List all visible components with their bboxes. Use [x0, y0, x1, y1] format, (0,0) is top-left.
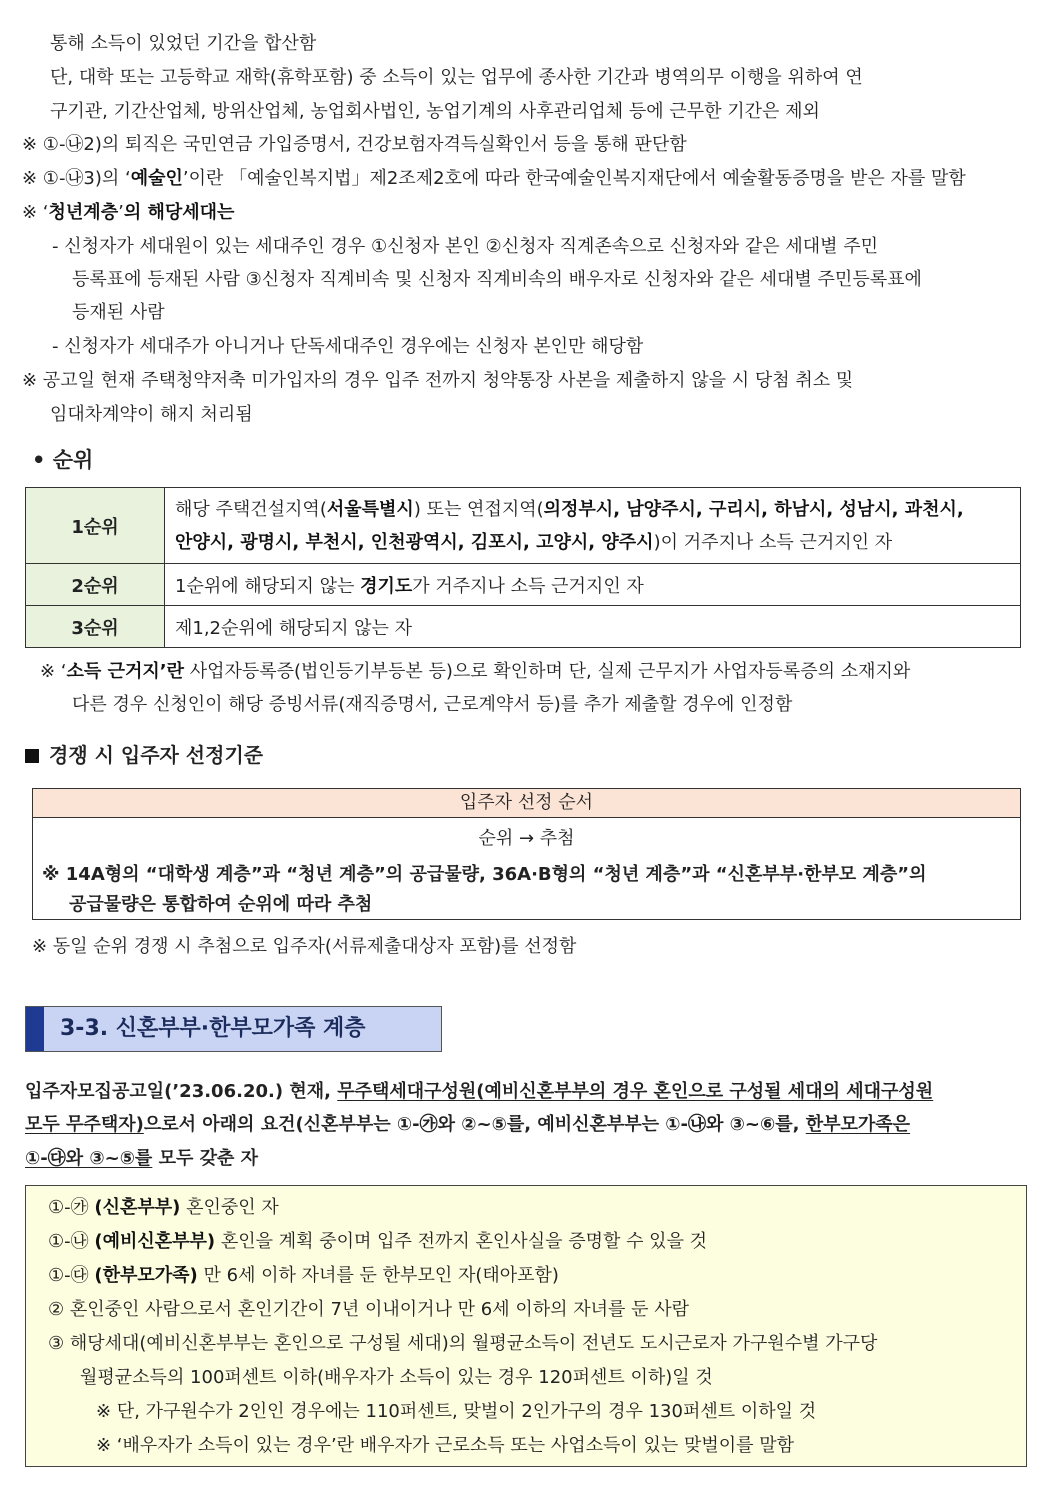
- criteria-bold: (신혼부부): [94, 1197, 181, 1218]
- rank1-text-d: 의정부시, 남양주시, 구리시, 하남시, 성남시, 과천시,: [543, 498, 964, 520]
- rank-label: 3순위: [26, 606, 165, 648]
- income-note-bold: 소득 근거지’란: [66, 661, 184, 682]
- selection-order-box: [32, 788, 1021, 920]
- rank1-text-f: )이 거주지나 소득 근거지인 자: [653, 531, 893, 553]
- note-retirement: ※ ①-㉯2)의 퇴직은 국민연금 가입증명서, 건강보험자격득실확인서 등을 통해 판단함: [22, 134, 687, 155]
- rank-description: [165, 488, 1021, 564]
- eligibility-line-2: [25, 1113, 910, 1137]
- criteria-income-note-1: ※ 단, 가구원수가 2인인 경우에는 110퍼센트, 맞벌이 2인가구의 경우 130퍼센트 이하일 것: [96, 1401, 817, 1422]
- note-artist-post: ’이란 「예술인복지법」제2조제2호에 따라 한국예술인복지재단에서 예술활동증명을 받은 자를 말함: [182, 168, 966, 189]
- eligibility-l2-a: 모두 무주택자): [25, 1114, 144, 1135]
- rank1-text-c: ) 또는 연접지역(: [413, 498, 544, 520]
- table-row: [26, 606, 1021, 648]
- criteria-single-parent: [48, 1264, 559, 1288]
- criteria-text: 해당세대(예비신혼부부는 혼인으로 구성될 세대)의 월평균소득이 전년도 도시근로자 가구원수별 가구당: [64, 1333, 878, 1354]
- criteria-num: ①-㉮: [48, 1197, 89, 1218]
- merge-note-line-1: ※ 14A형의 “대학생 계층”과 “청년 계층”의 공급물량, 36A·B형의 “청년 계층”과 “신혼부부·한부모 계층”의: [42, 864, 927, 885]
- merge-note-line-2: 공급물량은 통합하여 순위에 따라 추첨: [69, 894, 373, 915]
- youth-detail-1-line-2: 등록표에 등재된 사람 ③신청자 직계비속 및 신청자 직계비속의 배우자로 신청자와 같은 세대별 주민등록표에: [72, 269, 922, 290]
- criteria-bold: (예비신혼부부): [94, 1231, 216, 1252]
- competition-heading: [25, 743, 263, 767]
- rank-label: 2순위: [26, 564, 165, 606]
- ranking-heading: • 순위: [32, 448, 94, 472]
- selection-order-value: 순위 → 추첨: [478, 828, 575, 849]
- youth-detail-2: - 신청자가 세대주가 아니거나 단독세대주인 경우에는 신청자 본인만 해당함: [52, 336, 644, 357]
- table-row: [26, 564, 1021, 606]
- criteria-num: ①-㉰: [48, 1265, 89, 1286]
- eligibility-l3-b: 모두 갖춘 자: [152, 1148, 259, 1169]
- eligibility-line-1: [25, 1080, 933, 1104]
- note-youth-pre: ※ ‘: [22, 202, 49, 223]
- note-artist-bold: 예술인: [130, 168, 183, 189]
- note-artist-pre: ※ ①-㉯3)의 ‘: [22, 168, 131, 189]
- criteria-num: ①-㉯: [48, 1231, 89, 1252]
- criteria-text: 혼인중인 사람으로서 혼인기간이 7년 이내이거나 만 6세 이하의 자녀를 둔 사람: [64, 1299, 690, 1320]
- intro-line-2: [50, 66, 1028, 90]
- eligibility-l2-c: 한부모가족은: [805, 1114, 911, 1135]
- income-base-note-line-1: [40, 660, 910, 684]
- eligibility-l1-b: 무주택세대구성원(예비신혼부부의 경우 혼인으로 구성될 세대의 세대구성원: [337, 1081, 934, 1102]
- tie-break-note: ※ 동일 순위 경쟁 시 추첨으로 입주자(서류제출대상자 포함)를 선정함: [32, 936, 577, 957]
- note-youth-heading: [22, 201, 234, 225]
- rank-description: [165, 564, 1021, 606]
- table-row: [26, 488, 1021, 564]
- section-header: [25, 1006, 442, 1052]
- eligibility-l1-a: 입주자모집공고일(’23.06.20.) 현재,: [25, 1081, 338, 1102]
- eligibility-line-3: [25, 1147, 258, 1171]
- eligibility-l2-b: 으로서 아래의 요건(신혼부부는 ①-㉮와 ②~⑤를, 예비신혼부부는 ①-㉯와 ③~⑥를,: [143, 1114, 806, 1135]
- criteria-prospective: [48, 1230, 707, 1254]
- rank-label: 1순위: [26, 488, 165, 564]
- note-artist: [22, 167, 966, 191]
- note-youth-bold1: 청년계층: [48, 202, 119, 223]
- note-savings-line-2: 임대차계약이 해지 처리됨: [50, 404, 253, 425]
- criteria-newlywed: [48, 1196, 279, 1220]
- income-note-pre: ※ ‘: [40, 661, 67, 682]
- criteria-income-note-2: ※ ‘배우자가 소득이 있는 경우’란 배우자가 근로소득 또는 사업소득이 있는 맞벌이를 말함: [96, 1435, 795, 1456]
- youth-detail-1-line-1: - 신청자가 세대원이 있는 세대주인 경우 ①신청자 본인 ②신청자 직계존속으로 신청자와 같은 세대별 주민: [52, 236, 879, 257]
- criteria-num: ②: [48, 1299, 65, 1320]
- rank2-text-c: 가 거주지나 소득 근거지인 자: [412, 575, 644, 597]
- criteria-box: [25, 1185, 1027, 1467]
- rank1-text-e: 안양시, 광명시, 부천시, 인천광역시, 김포시, 고양시, 양주시: [175, 531, 654, 553]
- criteria-marriage-period: [48, 1298, 689, 1322]
- income-note-l1: 사업자등록증(법인등기부등본 등)으로 확인하며 단, 실제 근무지가 사업자등록증의 소재지와: [183, 661, 911, 682]
- intro-line-3: 구기관, 기간산업체, 방위산업체, 농업회사법인, 농업기계의 사후관리업체 등에 근무한 기간은 제외: [50, 101, 820, 122]
- rank1-text-a: 해당 주택건설지역(: [175, 498, 327, 520]
- criteria-bold: (한부모가족): [94, 1265, 198, 1286]
- rank2-text-b: 경기도: [360, 575, 413, 597]
- rank2-text-a: 1순위에 해당되지 않는: [175, 575, 361, 597]
- square-bullet-icon: [25, 749, 39, 763]
- criteria-num: ③: [48, 1333, 65, 1354]
- criteria-income-line-1: [48, 1332, 877, 1356]
- criteria-text: 혼인을 계획 중이며 입주 전까지 혼인사실을 증명할 수 있을 것: [215, 1231, 708, 1252]
- rank1-text-b: 서울특별시: [326, 498, 414, 520]
- eligibility-l3-a: ①-㉰와 ③~⑤를: [25, 1148, 153, 1169]
- selection-order-header: 입주자 선정 순서: [33, 789, 1020, 818]
- note-youth-mid: ’: [118, 202, 124, 223]
- youth-detail-1-line-3: 등재된 사람: [72, 302, 165, 323]
- criteria-text: 혼인중인 자: [180, 1197, 279, 1218]
- rank-description: 제1,2순위에 해당되지 않는 자: [165, 606, 1021, 648]
- criteria-income-line-2: 월평균소득의 100퍼센트 이하(배우자가 소득이 있는 경우 120퍼센트 이하)일 것: [80, 1367, 713, 1388]
- intro-line-1: 통해 소득이 있었던 기간을 합산함: [50, 33, 317, 54]
- criteria-text: 만 6세 이하 자녀를 둔 한부모인 자(태아포함): [197, 1265, 559, 1286]
- competition-heading-text: 경쟁 시 입주자 선정기준: [49, 743, 264, 767]
- income-base-note-line-2: 다른 경우 신청인이 해당 증빙서류(재직증명서, 근로계약서 등)를 추가 제출할 경우에 인정함: [72, 694, 793, 715]
- intro-line-2-text: 단, 대학 또는 고등학교 재학(휴학포함) 중 소득이 있는 업무에 종사한 기간과 병역의무 이행을 위하여 연: [50, 67, 863, 88]
- note-youth-bold2: 의 해당세대는: [123, 202, 235, 223]
- note-savings-line-1: ※ 공고일 현재 주택청약저축 미가입자의 경우 입주 전까지 청약통장 사본을 제출하지 않을 시 당첨 취소 및: [22, 370, 854, 391]
- ranking-table: [25, 487, 1021, 648]
- section-accent-bar: [26, 1007, 44, 1051]
- section-title: 3-3. 신혼부부·한부모가족 계층: [60, 1016, 366, 1041]
